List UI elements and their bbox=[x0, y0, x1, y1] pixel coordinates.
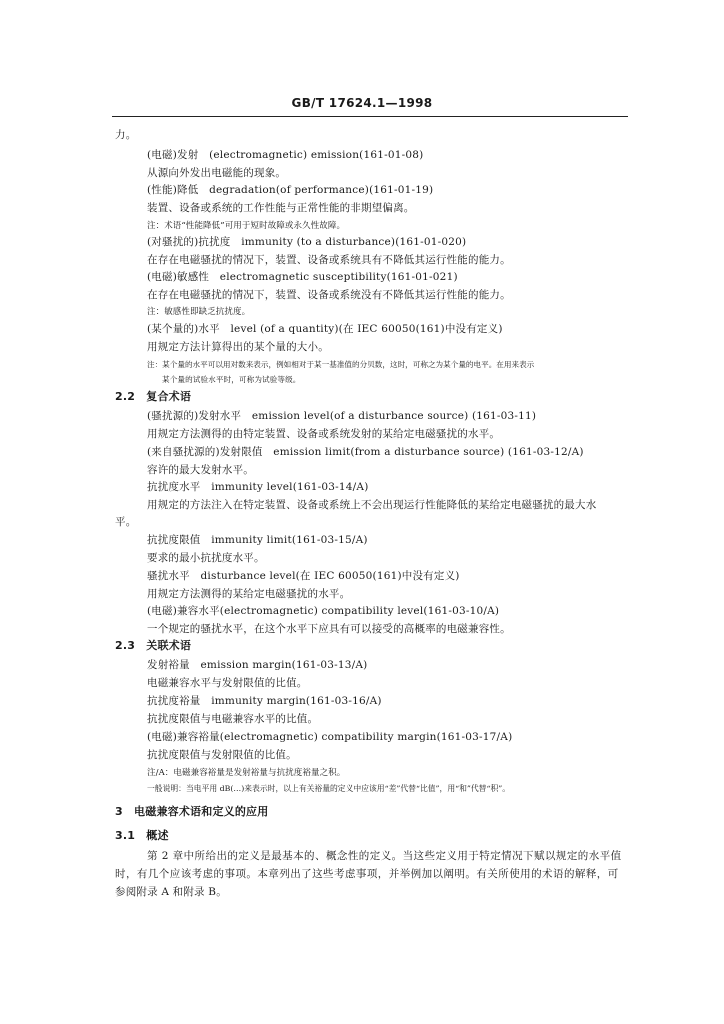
note-line: 注：术语“性能降低”可用于短时故障或永久性故障。 bbox=[147, 221, 346, 231]
term-line: 发射裕量 emission margin(161-03-13/A) bbox=[147, 659, 368, 671]
note-line-continued: 某个量的试验水平时，可称为试验等级。 bbox=[162, 375, 301, 384]
term-line: 抗扰度水平 immunity level(161-03-14/A) bbox=[147, 481, 369, 493]
term-line: 抗扰度限值 immunity limit(161-03-15/A) bbox=[147, 534, 368, 546]
term-line: (电磁)发射 (electromagnetic) emission(161-01-08) bbox=[147, 149, 424, 161]
section-heading-3-1: 3.1 概述 bbox=[115, 829, 169, 842]
definition-line: 在存在电磁骚扰的情况下，装置、设备或系统没有不降低其运行性能的能力。 bbox=[147, 289, 511, 301]
definition-line-continued: 平。 bbox=[115, 516, 137, 528]
definition-line: 在存在电磁骚扰的情况下，装置、设备或系统具有不降低其运行性能的能力。 bbox=[147, 254, 511, 266]
definition-line: 用规定方法计算得出的某个量的大小。 bbox=[147, 341, 329, 353]
definition-line: 要求的最小抗扰度水平。 bbox=[147, 552, 265, 564]
header-rule bbox=[112, 116, 628, 117]
definition-line: 抗扰度限值与电磁兼容水平的比值。 bbox=[147, 713, 319, 725]
general-note-line: 一般说明：当电平用 dB(…)来表示时，以上有关裕量的定义中应该用“差”代替“比值”，用“和”代替“积”。 bbox=[147, 784, 511, 793]
definition-line: 用规定的方法注入在特定装置、设备或系统上不会出现运行性能降低的某给定电磁骚扰的最大水 bbox=[147, 499, 597, 511]
paragraph-line: 时，有几个应该考虑的事项。本章列出了这些考虑事项，并举例加以阐明。有关所使用的术语的解释，可 bbox=[115, 868, 619, 880]
note-line: 注：敏感性即缺乏抗扰度。 bbox=[147, 307, 251, 317]
term-line: (性能)降低 degradation(of performance)(161-01-19) bbox=[147, 184, 434, 196]
definition-line: 从源向外发出电磁能的现象。 bbox=[147, 167, 287, 179]
term-line: (来自骚扰源的)发射限值 emission limit(from a disturbance source) (161-03-12/A) bbox=[147, 446, 584, 458]
definition-line: 用规定方法测得的由特定装置、设备或系统发射的某给定电磁骚扰的水平。 bbox=[147, 428, 501, 440]
section-heading-2-2: 2.2 复合术语 bbox=[115, 390, 192, 403]
term-line: (骚扰源的)发射水平 emission level(of a disturbance source) (161-03-11) bbox=[147, 410, 537, 422]
section-heading-2-3: 2.3 关联术语 bbox=[115, 639, 192, 652]
definition-line: 容许的最大发射水平。 bbox=[147, 464, 254, 476]
term-line: (某个量的)水平 level (of a quantity)(在 IEC 60050(161)中没有定义) bbox=[147, 323, 503, 335]
definition-line: 一个规定的骚扰水平，在这个水平下应具有可以接受的高概率的电磁兼容性。 bbox=[147, 623, 511, 635]
note-line: 注：某个量的水平可以用对数来表示，例如相对于某一基准值的分贝数，这时，可称之为某个量的电平。在用来表示 bbox=[147, 360, 535, 369]
note-line: 注/A：电磁兼容裕量是发射裕量与抗扰度裕量之积。 bbox=[147, 768, 346, 778]
definition-line: 用规定方法测得的某给定电磁骚扰的水平。 bbox=[147, 588, 351, 600]
definition-line: 电磁兼容水平与发射限值的比值。 bbox=[147, 677, 308, 689]
text-line: 力。 bbox=[115, 129, 137, 141]
term-line: 骚扰水平 disturbance level(在 IEC 60050(161)中没有定义) bbox=[147, 570, 460, 582]
term-line: (电磁)兼容裕量(electromagnetic) compatibility margin(161-03-17/A) bbox=[147, 731, 513, 743]
chapter-heading-3: 3 电磁兼容术语和定义的应用 bbox=[115, 805, 269, 818]
definition-line: 装置、设备或系统的工作性能与正常性能的非期望偏离。 bbox=[147, 202, 415, 214]
paragraph-line: 参阅附录 A 和附录 B。 bbox=[115, 886, 227, 898]
page-header-doc-id: GB/T 17624.1—1998 bbox=[291, 96, 433, 110]
definition-line: 抗扰度限值与发射限值的比值。 bbox=[147, 749, 297, 761]
term-line: (电磁)兼容水平(electromagnetic) compatibility level(161-03-10/A) bbox=[147, 605, 500, 617]
paragraph-line: 第 2 章中所给出的定义是最基本的、概念性的定义。当这些定义用于特定情况下赋以规定的水平值 bbox=[147, 850, 622, 862]
term-line: (电磁)敏感性 electromagnetic susceptibility(161-01-021) bbox=[147, 271, 458, 283]
term-line: (对骚扰的)抗扰度 immunity (to a disturbance)(161-01-020) bbox=[147, 236, 467, 248]
term-line: 抗扰度裕量 immunity margin(161-03-16/A) bbox=[147, 695, 382, 707]
